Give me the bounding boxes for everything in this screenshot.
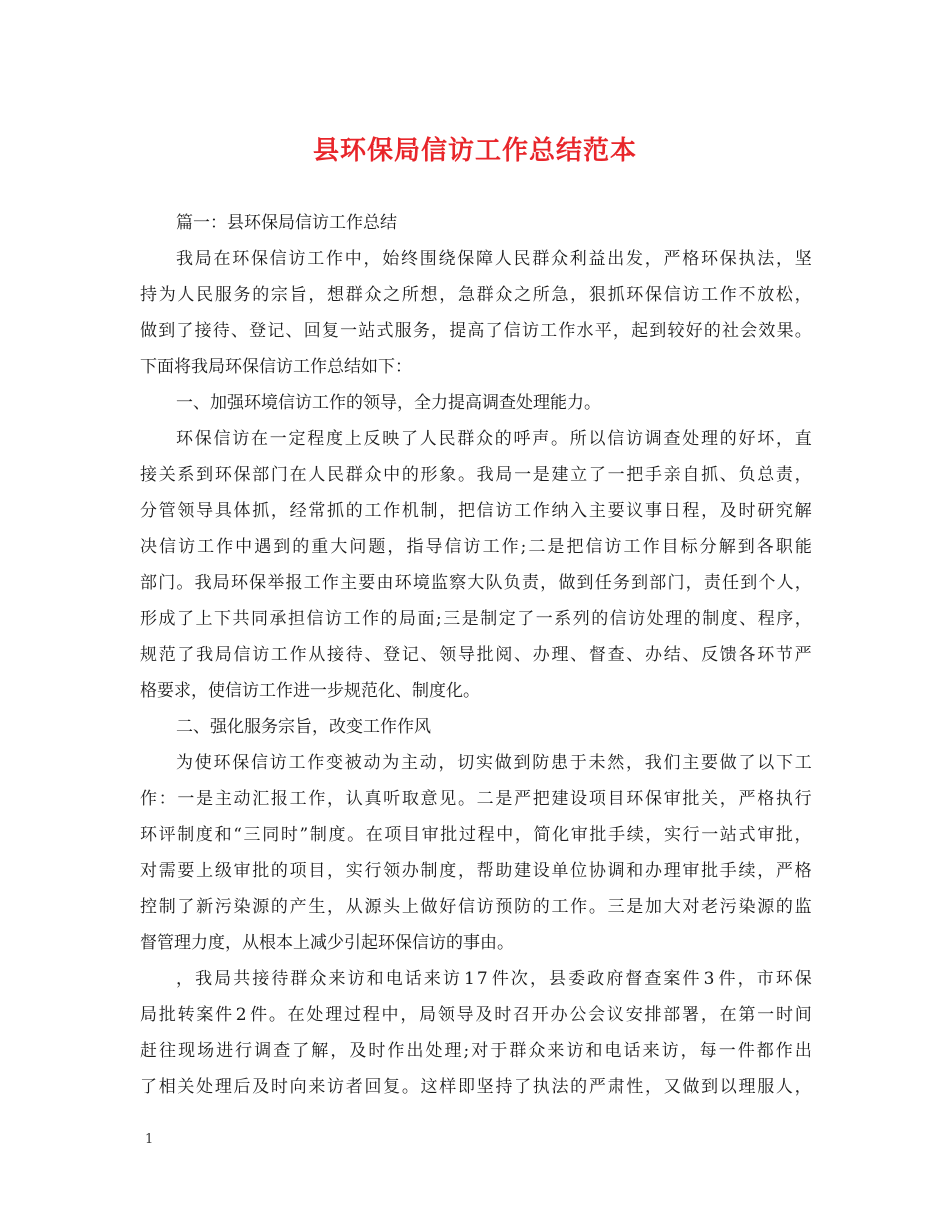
document-line: 我 局 在 环 保 信 访 工 作 中 ， 始 终 围 绕 保 障 人 民 群 众 利 益 出 发 ， 严 格 环 保 执 法 ， 坚 (176, 249, 812, 269)
document-line: 环 评 制 度 和 “ 三 同 时 ” 制 度 。 在 项 目 审 批 过 程 中 ， 简 化 审 批 手 续 ， 实 行 一 站 式 审 批 ， (140, 825, 812, 845)
document-line: 形 成 了 上 下 共 同 承 担 信 访 工 作 的 局 面 ; 三 是 制 定 了 一 系 列 的 信 访 处 理 的 制 度 、 程 序 ， (140, 609, 812, 629)
document-line: 格要求，使信访工作进一步规范化、制度化。 (140, 681, 480, 701)
document-line: 了 相 关 处 理 后 及 时 向 来 访 者 回 复 。 这 样 即 坚 持 了 执 法 的 严 肃 性 ， 又 做 到 以 理 服 人 ， (140, 1077, 812, 1097)
document-line: 局 批 转 案 件 2 件 。 在 处 理 过 程 中 ， 局 领 导 及 时 召 开 办 公 会 议 安 排 部 署 ， 在 第 一 时 间 (140, 1005, 812, 1025)
document-line: 分 管 领 导 具 体 抓 ， 经 常 抓 的 工 作 机 制 ， 把 信 访 工 作 纳 入 主 要 议 事 日 程 ， 及 时 研 究 解 (140, 501, 812, 521)
page-number: 1 (145, 1132, 154, 1147)
document-line: 控 制 了 新 污 染 源 的 产 生 ， 从 源 头 上 做 好 信 访 预 防 的 工 作 。 三 是 加 大 对 老 污 染 源 的 监 (140, 897, 812, 917)
document-line: 二、强化服务宗旨，改变工作作风 (176, 717, 431, 737)
document-title: 县环保局信访工作总结范本 (312, 136, 637, 166)
document-line: 督管理力度，从根本上减少引起环保信访的事由。 (140, 933, 514, 953)
document-line: 对 需 要 上 级 审 批 的 项 目 ， 实 行 领 办 制 度 ， 帮 助 建 设 单 位 协 调 和 办 理 审 批 手 续 ， 严 格 (140, 861, 812, 881)
document-line: ， 我 局 共 接 待 群 众 来 访 和 电 话 来 访 1 7 件 次 ， 县 委 政 府 督 查 案 件 3 件 ， 市 环 保 (176, 969, 812, 989)
document-line: 决 信 访 工 作 中 遇 到 的 重 大 问 题 ， 指 导 信 访 工 作 ; 二 是 把 信 访 工 作 目 标 分 解 到 各 职 能 (140, 537, 812, 557)
document-line: 环 保 信 访 在 一 定 程 度 上 反 映 了 人 民 群 众 的 呼 声 。 所 以 信 访 调 查 处 理 的 好 坏 ， 直 (176, 429, 812, 449)
document-line: 篇一：县环保局信访工作总结 (176, 213, 397, 233)
document-line: 赶 往 现 场 进 行 调 查 了 解 ， 及 时 作 出 处 理 ; 对 于 群 众 来 访 和 电 话 来 访 ， 每 一 件 都 作 出 (140, 1041, 812, 1061)
document-line: 做 到 了 接 待 、 登 记 、 回 复 一 站 式 服 务 ， 提 高 了 信 访 工 作 水 平 ， 起 到 较 好 的 社 会 效 果 。 (140, 321, 812, 341)
document-line: 下面将我局环保信访工作总结如下： (140, 357, 412, 377)
document-line: 作 ： 一 是 主 动 汇 报 工 作 ， 认 真 听 取 意 见 。 二 是 严 把 建 设 项 目 环 保 审 批 关 ， 严 格 执 行 (140, 789, 812, 809)
document-line: 持 为 人 民 服 务 的 宗 旨 ， 想 群 众 之 所 想 ， 急 群 众 之 所 急 ， 狠 抓 环 保 信 访 工 作 不 放 松 ， (140, 285, 812, 305)
document-body (140, 205, 812, 1105)
document-line: 为 使 环 保 信 访 工 作 变 被 动 为 主 动 ， 切 实 做 到 防 患 于 未 然 ， 我 们 主 要 做 了 以 下 工 (176, 753, 812, 773)
document-line: 一、加强环境信访工作的领导，全力提高调查处理能力。 (176, 393, 601, 413)
document-line: 接 关 系 到 环 保 部 门 在 人 民 群 众 中 的 形 象 。 我 局 一 是 建 立 了 一 把 手 亲 自 抓 、 负 总 责 ， (140, 465, 812, 485)
document-line: 部 门 。 我 局 环 保 举 报 工 作 主 要 由 环 境 监 察 大 队 负 责 ， 做 到 任 务 到 部 门 ， 责 任 到 个 人 ， (140, 573, 812, 593)
document-line: 规 范 了 我 局 信 访 工 作 从 接 待 、 登 记 、 领 导 批 阅 、 办 理 、 督 查 、 办 结 、 反 馈 各 环 节 严 (140, 645, 812, 665)
